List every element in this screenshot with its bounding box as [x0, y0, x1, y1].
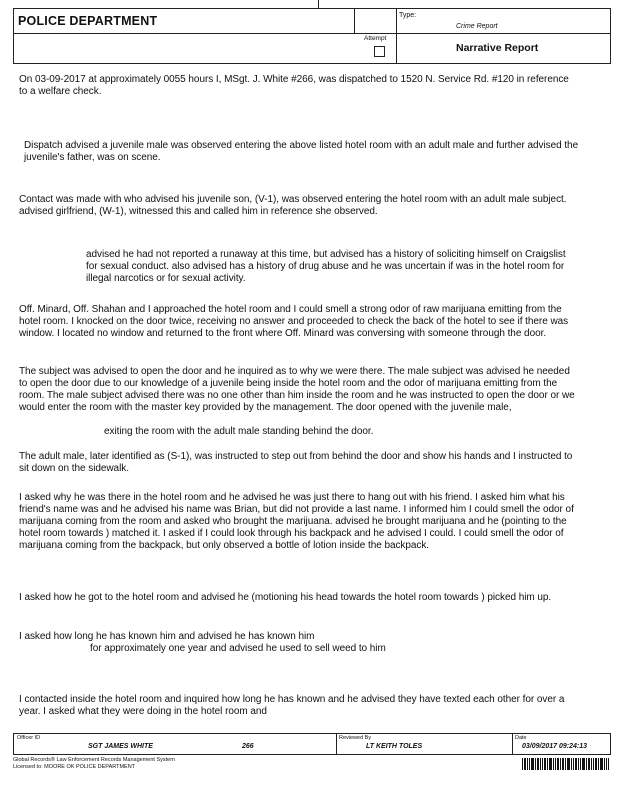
narrative-paragraph: I asked how long he has known him and advised he has known him	[19, 631, 315, 642]
license-line: Licensed to: MOORE OK POLICE DEPARTMENT	[13, 764, 136, 770]
reviewed-label: Reviewed By	[339, 735, 372, 741]
report-header	[13, 8, 611, 64]
narrative-paragraph: I contacted inside the hotel room and inquired how long he has known and he advised they have texted each other for over a year. I asked what they were doing in the hotel room and	[19, 694, 565, 717]
narrative-paragraph: for approximately one year and advised he used to sell weed to him	[90, 643, 386, 654]
reviewed-name: LT KEITH TOLES	[366, 743, 423, 750]
system-info	[13, 757, 175, 771]
department-name: POLICE DEPARTMENT	[18, 14, 158, 28]
department-cell	[14, 9, 355, 34]
officer-name: SGT JAMES WHITE	[88, 743, 153, 750]
narrative-paragraph: The adult male, later identified as (S-1), was instructed to step out from behind the door and show his hands and I instructed to sit down on the sidewalk.	[19, 451, 573, 474]
officer-number: 266	[242, 743, 254, 750]
officer-cell	[14, 734, 337, 754]
system-line: Global Records® Law Enforcement Records Management System	[13, 757, 175, 763]
attempt-cell	[354, 33, 397, 63]
attempt-label: Attempt	[364, 35, 387, 42]
narrative-paragraph: I asked how he got to the hotel room and advised he (motioning his head towards the hotel room towards ) picked him up.	[19, 592, 552, 603]
type-cell	[396, 9, 610, 34]
reviewed-cell	[336, 734, 513, 754]
type-label: Type:	[399, 12, 417, 19]
narrative-paragraph: Off. Minard, Off. Shahan and I approached the hotel room and I could smell a strong odor of raw marijuana emitting from the hotel room. I knocked on the door twice, receiving no answer and proceeded to check the back of the hotel to see if there was window. I located no window and returned to the front where Off. Minard was conversing with someone through the door.	[19, 304, 569, 339]
narrative-paragraph: Dispatch advised a juvenile male was observed entering the above listed hotel room with an adult male and further advised the juvenile's father, was on scene.	[24, 140, 579, 163]
narrative-paragraph: advised he had not reported a runaway at this time, but advised has a history of soliciting himself on Craigslist for sexual conduct. also advised has a history of drug abuse and he was uncertain if was in the hotel room for illegal narcotics or for sexual activity.	[86, 249, 566, 284]
narrative-paragraph: I asked why he was there in the hotel room and he advised he was just there to hang out with his friend. I asked him what his friend's name was and he advised his name was Brian, but did not provide a last name. I informed him I could smell the odor of marijuana coming from the room and asked who brought the marijuana. advised he brought marijuana and he (pointing to the hotel room towards ) matched it. I asked if I could look through his backpack and he advised I could. I could smell the odor of marijuana coming from the backpack, but only observed a bottle of lotion inside the backpack.	[19, 492, 574, 551]
narrative-paragraph: On 03-09-2017 at approximately 0055 hours I, MSgt. J. White #266, was dispatched to 1520 N. Service Rd. #120 in reference to a welfare check.	[19, 74, 569, 97]
header-divider-stub	[318, 0, 319, 8]
report-title-cell	[396, 33, 610, 63]
type-value: Crime Report	[456, 23, 498, 30]
date-label: Date	[515, 735, 527, 741]
report-title: Narrative Report	[456, 42, 539, 54]
date-cell	[512, 734, 610, 754]
attempt-checkbox	[374, 46, 385, 57]
narrative-paragraph: exiting the room with the adult male standing behind the door.	[104, 426, 374, 437]
barcode-icon	[522, 758, 609, 770]
officer-label: Officer ID	[17, 735, 41, 741]
header-blank-cell	[354, 9, 397, 34]
narrative-paragraph: The subject was advised to open the door and he inquired as to why we were there. The male subject was advised he needed to open the door due to our knowledge of a juvenile being inside the hotel room and the odor of marijuana emitting from the room. The male subject advised there was no one other than him inside the room and he was instructed to open the door or we would enter the room with the master key provided by the management. The door opened with the juvenile male,	[19, 366, 575, 413]
report-footer	[13, 733, 611, 755]
narrative-paragraph: Contact was made with who advised his juvenile son, (V-1), was observed entering the hotel room with an adult male subject. advised girlfriend, (W-1), witnessed this and called him in reference she observed.	[19, 194, 567, 217]
date-value: 03/09/2017 09:24:13	[522, 743, 587, 750]
